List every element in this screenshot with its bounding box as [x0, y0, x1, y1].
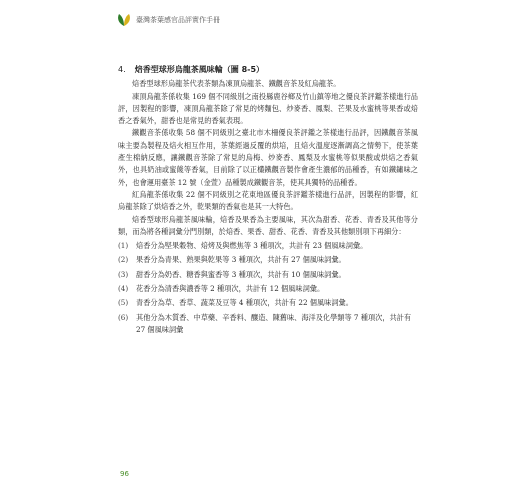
paragraph: 紅烏龍茶係收集 22 個不同級別之花東地區優良茶評鑑茶樣進行品評，因製程的影響，紅烏龍茶除了烘焙香之外，乾果類的香氣也是其一大特色。 — [118, 189, 418, 212]
list-item-text: 焙香分為堅果穀物、焙烤及與燃焦等 3 種項次，共計有 23 個風味詞彙。 — [136, 241, 368, 251]
list-item — [118, 283, 418, 295]
section-title: 焙香型球形烏龍茶風味輪（圖 8-5） — [134, 65, 265, 74]
list-item-index: (1) — [118, 241, 129, 251]
page-number: 96 — [120, 470, 129, 478]
paragraph: 焙香型球形烏龍茶風味輪，焙香及果香為主要風味，其次為甜香、花香、青香及其他等分類，而為將各種詞彙分門別類，於焙香、果香、甜香、花香、青香及其他類別項下再細分： — [118, 214, 418, 236]
paragraph: 鐵觀音茶係收集 58 個不同級別之臺北市木柵優良茶評鑑之茶樣進行品評，因鐵觀音茶風味主要為製程及焙火相互作用，茶葉經過反覆的烘培，且焙火溫度逐漸調高之情勢下，使茶葉產生棉納反應，讓鐵觀音茶除了常見的烏梅、炒麥香、鳳梨及水蜜桃等似果酸或烘焙之香氣外，也具奶油或蜜餞等香氣，目前除了以正欉鐵觀音製作會產生濃郁的品種香，有如鐵鏽味之外，也會運用臺茶 12 號（金萱）品種製成鐵觀音茶，使其具獨特的品種香。 — [118, 128, 418, 187]
list-item-index: (4) — [118, 284, 129, 294]
tea-leaf-logo-icon — [116, 13, 132, 27]
list-item-index: (3) — [118, 269, 129, 279]
list-item-index: (6) — [118, 312, 129, 322]
page-header — [116, 13, 220, 27]
section-number: 4. — [118, 65, 126, 74]
list-item-text: 其他分為木質香、中草藥、辛香料、釀造、陳舊味、海洋及化學類等 7 種項次，共計有 27 個風味詞彙 — [136, 312, 412, 334]
list-item-index: (5) — [118, 298, 129, 308]
paragraph: 焙香型球形烏龍茶代表茶類為凍頂烏龍茶、鐵觀音茶及紅烏龍茶。 — [132, 79, 341, 89]
list-item — [118, 297, 418, 309]
header-title: 臺灣茶葉感官品評實作手冊 — [136, 16, 220, 24]
page-content — [118, 64, 418, 338]
list-item — [118, 240, 418, 252]
list-item-index: (2) — [118, 255, 129, 265]
paragraph: 凍頂烏龍茶係收集 169 個不同級別之南投縣鹿谷鄉及竹山鎮等地之優良茶評鑑茶樣進行品評，因製程的影響，凍頂烏龍茶除了常見的烤麵包、炒麥香、鳳梨、芒果及水蜜桃等果香或焙香之香氣外，甜香也是常見的香氣表現。 — [118, 91, 418, 126]
list-item — [118, 312, 418, 337]
flavor-category-list — [118, 240, 418, 336]
list-item-text: 青香分為草、香草、蔬菜及豆等 4 種項次，共計有 22 個風味詞彙。 — [136, 298, 353, 308]
list-item-text: 花香分為清香與濃香等 2 種項次，共計有 12 個風味詞彙。 — [136, 284, 325, 294]
list-item-text: 果香分為青果、熟果與乾果等 3 種項次，共計有 27 個風味詞彙。 — [136, 255, 346, 265]
list-item — [118, 269, 418, 281]
list-item — [118, 254, 418, 266]
section-heading — [118, 64, 418, 76]
list-item-text: 甜香分為奶香、糖香與蜜香等 3 種項次，共計有 10 個風味詞彙。 — [136, 269, 346, 279]
